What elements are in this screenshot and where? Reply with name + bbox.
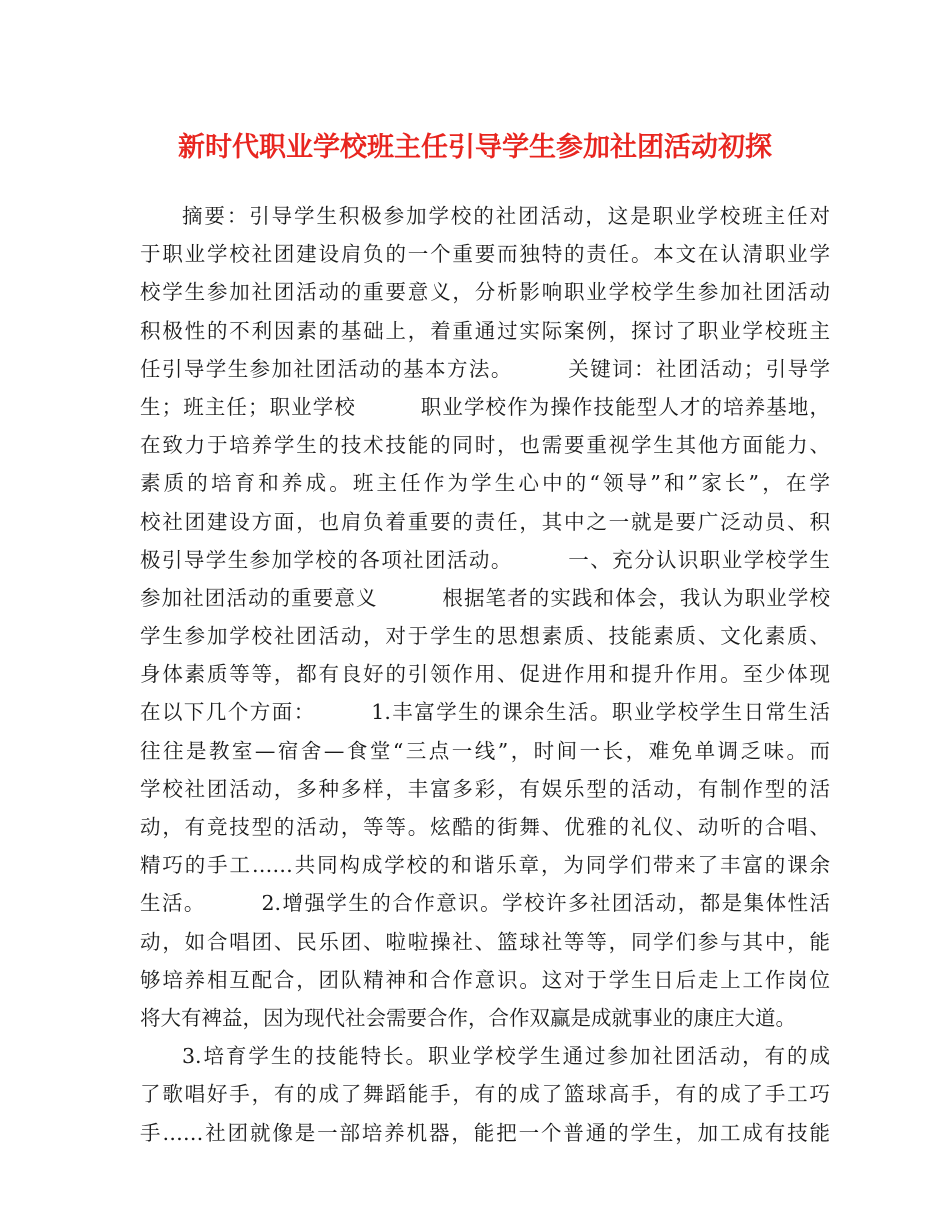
body-line: 于职业学校社团建设肩负的一个重要而独特的责任。本文在认清职业学	[140, 242, 830, 267]
body-line: 往往是教室—宿舍—食堂“三点一线”，时间一长，难免单调乏味。而	[140, 738, 830, 763]
document-title: 新时代职业学校班主任引导学生参加社团活动初探	[178, 132, 772, 163]
body-line: 3.培育学生的技能特长。职业学校学生通过参加社团活动，有的成	[182, 1044, 830, 1069]
body-line: 了歌唱好手，有的成了舞蹈能手，有的成了篮球高手，有的成了手工巧	[140, 1082, 830, 1107]
body-line: 生活。 2.增强学生的合作意识。学校许多社团活动，都是集体性活	[140, 891, 830, 916]
body-line: 手……社团就像是一部培养机器，能把一个普通的学生，加工成有技能	[140, 1120, 830, 1145]
body-line: 校学生参加社团活动的重要意义，分析影响职业学校学生参加社团活动	[140, 280, 830, 305]
body-line: 学生参加学校社团活动，对于学生的思想素质、技能素质、文化素质、	[140, 624, 830, 649]
body-line: 动，有竞技型的活动，等等。炫酷的街舞、优雅的礼仪、动听的合唱、	[140, 815, 830, 839]
body-line: 精巧的手工……共同构成学校的和谐乐章，为同学们带来了丰富的课余	[140, 853, 830, 878]
body-line: 参加社团活动的重要意义 根据笔者的实践和体会，我认为职业学校	[140, 585, 830, 610]
body-line: 摘要：引导学生积极参加学校的社团活动，这是职业学校班主任对	[182, 204, 830, 228]
body-line: 生；班主任；职业学校 职业学校作为操作技能型人才的培养基地，	[140, 394, 830, 419]
body-line: 素质的培育和养成。班主任作为学生心中的“领导”和”家长”，在学	[140, 471, 830, 496]
body-line: 极引导学生参加学校的各项社团活动。 一、充分认识职业学校学生	[140, 547, 830, 572]
body-line: 在致力于培养学生的技术技能的同时，也需要重视学生其他方面能力、	[140, 433, 830, 458]
body-line: 在以下几个方面： 1.丰富学生的课余生活。职业学校学生日常生活	[140, 700, 830, 725]
body-line: 校社团建设方面，也肩负着重要的责任，其中之一就是要广泛动员、积	[140, 509, 830, 534]
body-line: 积极性的不利因素的基础上，着重通过实际案例，探讨了职业学校班主	[140, 318, 830, 343]
body-line: 身体素质等等，都有良好的引领作用、促进作用和提升作用。至少体现	[140, 662, 830, 687]
body-line: 将大有裨益，因为现代社会需要合作，合作双赢是成就事业的康庄大道。	[140, 1005, 796, 1030]
body-line: 学校社团活动，多种多样，丰富多彩，有娱乐型的活动，有制作型的活	[140, 776, 830, 801]
body-line: 任引导学生参加社团活动的基本方法。 关键词：社团活动；引导学	[140, 356, 830, 381]
body-line: 够培养相互配合，团队精神和合作意识。这对于学生日后走上工作岗位	[140, 967, 830, 992]
document-body	[140, 197, 830, 1152]
body-line: 动，如合唱团、民乐团、啦啦操社、篮球社等等，同学们参与其中，能	[140, 929, 830, 954]
